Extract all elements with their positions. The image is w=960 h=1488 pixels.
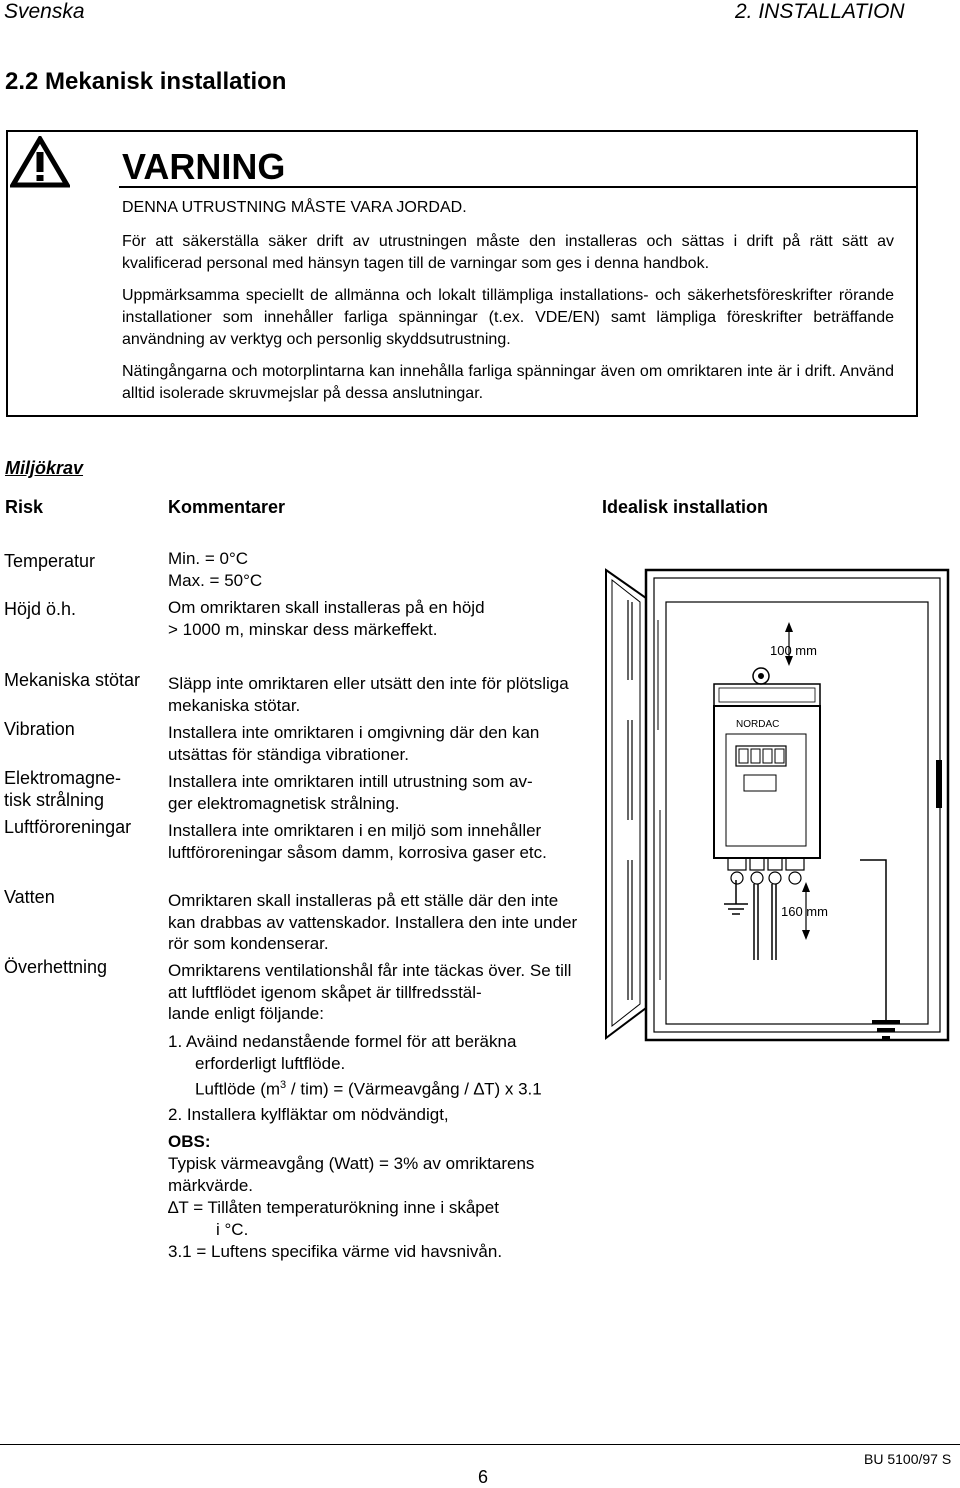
obs-specific-heat: 3.1 = Luftens specifika värme vid havsnivån. (168, 1242, 503, 1261)
comment-pollution: Installera inte omriktaren i en miljö som innehåller luftföroreningar såsom damm, korrosiva gaser etc. (168, 821, 547, 862)
warning-divider (119, 186, 917, 188)
comment-water: Omriktaren skall installeras på ett ställe där den inte kan drabbas av vattenskador. Installera den inte under rör som kondenserar. (168, 891, 578, 954)
doc-number: BU 5100/97 S (864, 1451, 952, 1467)
warning-paragraph-2: Uppmärksamma speciellt de allmänna och lokalt tillämpliga installations- och säkerhetsföreskrifter rörande installationer som innehåller farliga spänningar (t.ex. VDE/EN) samt lämpliga föreskrifter beträffande användning av verktyg och personlig skyddsutrustning. (122, 287, 894, 348)
obs-label: OBS: (168, 1132, 211, 1151)
comment-vibration: Installera inte omriktaren i omgivning där den kan utsättas för ständiga vibrationer. (168, 723, 540, 764)
comment-temperature: Min. = 0°C Max. = 50°C (168, 549, 263, 590)
cabinet-installation-figure (596, 560, 956, 1060)
risk-temperature: Temperatur (4, 551, 96, 571)
env-heading: Miljökrav (5, 458, 84, 478)
comment-altitude: Om omriktaren skall installeras på en höjd > 1000 m, minskar dess märkeffekt. (168, 598, 485, 639)
warning-triangle-icon (10, 136, 70, 188)
formula: Luftlöde $(m^3 / tim)$ = (Värmeavgång / ∆T) x 3.1 (195, 1079, 542, 1099)
obs-heat: Typisk värmeavgång (Watt) = 3% av omriktarens märkvärde. (168, 1154, 535, 1195)
label-100mm: 100 mm (770, 643, 817, 658)
warning-paragraph-1: För att säkerställa säker drift av utrustningen måste den installeras och sättas i drift på rätt sätt av kvalificerad personal med hänsyn tagen till de varningar som ges i denna handbok. (122, 233, 894, 272)
col-ideal: Idealisk installation (602, 497, 769, 517)
obs-delta-t-cont: i °C. (216, 1220, 249, 1239)
risk-pollution: Luftföroreningar (4, 817, 132, 837)
list-item-2: 2. Installera kylfläktar om nödvändigt, (168, 1105, 449, 1124)
risk-overheating: Överhettning (4, 957, 108, 977)
comment-shock: Släpp inte omriktaren eller utsätt den inte för plötsliga mekaniska stötar. (168, 674, 569, 715)
risk-emc: Elektromagne- tisk strålning (4, 768, 122, 810)
footer-rule (0, 1444, 960, 1445)
label-nordac: NORDAC (736, 719, 780, 730)
risk-vibration: Vibration (4, 719, 75, 739)
risk-shock: Mekaniska stötar (4, 670, 141, 690)
obs-delta-t: ∆T = Tillåten temperaturökning inne i skåpet (168, 1198, 499, 1217)
section-title: 2.2 Mekanisk installation (5, 68, 287, 95)
warning-title: VARNING (122, 146, 286, 187)
list-item-1-cont: erforderligt luftflöde. (195, 1054, 346, 1073)
risk-water: Vatten (4, 887, 55, 907)
risk-altitude: Höjd ö.h. (4, 599, 77, 619)
comment-overheating: Omriktarens ventilationshål får inte täckas över. Se till att luftflödet igenom skåpet är tillfredsstäl- lande enligt följande: (168, 961, 572, 1024)
col-risk: Risk (5, 497, 44, 517)
warning-subtitle: DENNA UTRUSTNING MÅSTE VARA JORDAD. (122, 199, 467, 216)
comment-emc: Installera inte omriktaren intill utrustning som av- ger elektromagnetisk strålning. (168, 772, 533, 813)
page-number: 6 (478, 1467, 489, 1487)
warning-paragraph-3: Nätingångarna och motorplintarna kan innehålla farliga spänningar även om omriktaren inte är i drift. Använd alltid isolerade skruvmejslar på dessa anslutningar. (122, 363, 894, 402)
col-comment: Kommentarer (168, 497, 286, 517)
header-chapter: 2. INSTALLATION (735, 0, 905, 23)
label-160mm: 160 mm (781, 904, 828, 919)
list-item-1: 1. Aväind nedanstående formel för att beräkna (168, 1032, 517, 1051)
header-language: Svenska (4, 0, 85, 23)
